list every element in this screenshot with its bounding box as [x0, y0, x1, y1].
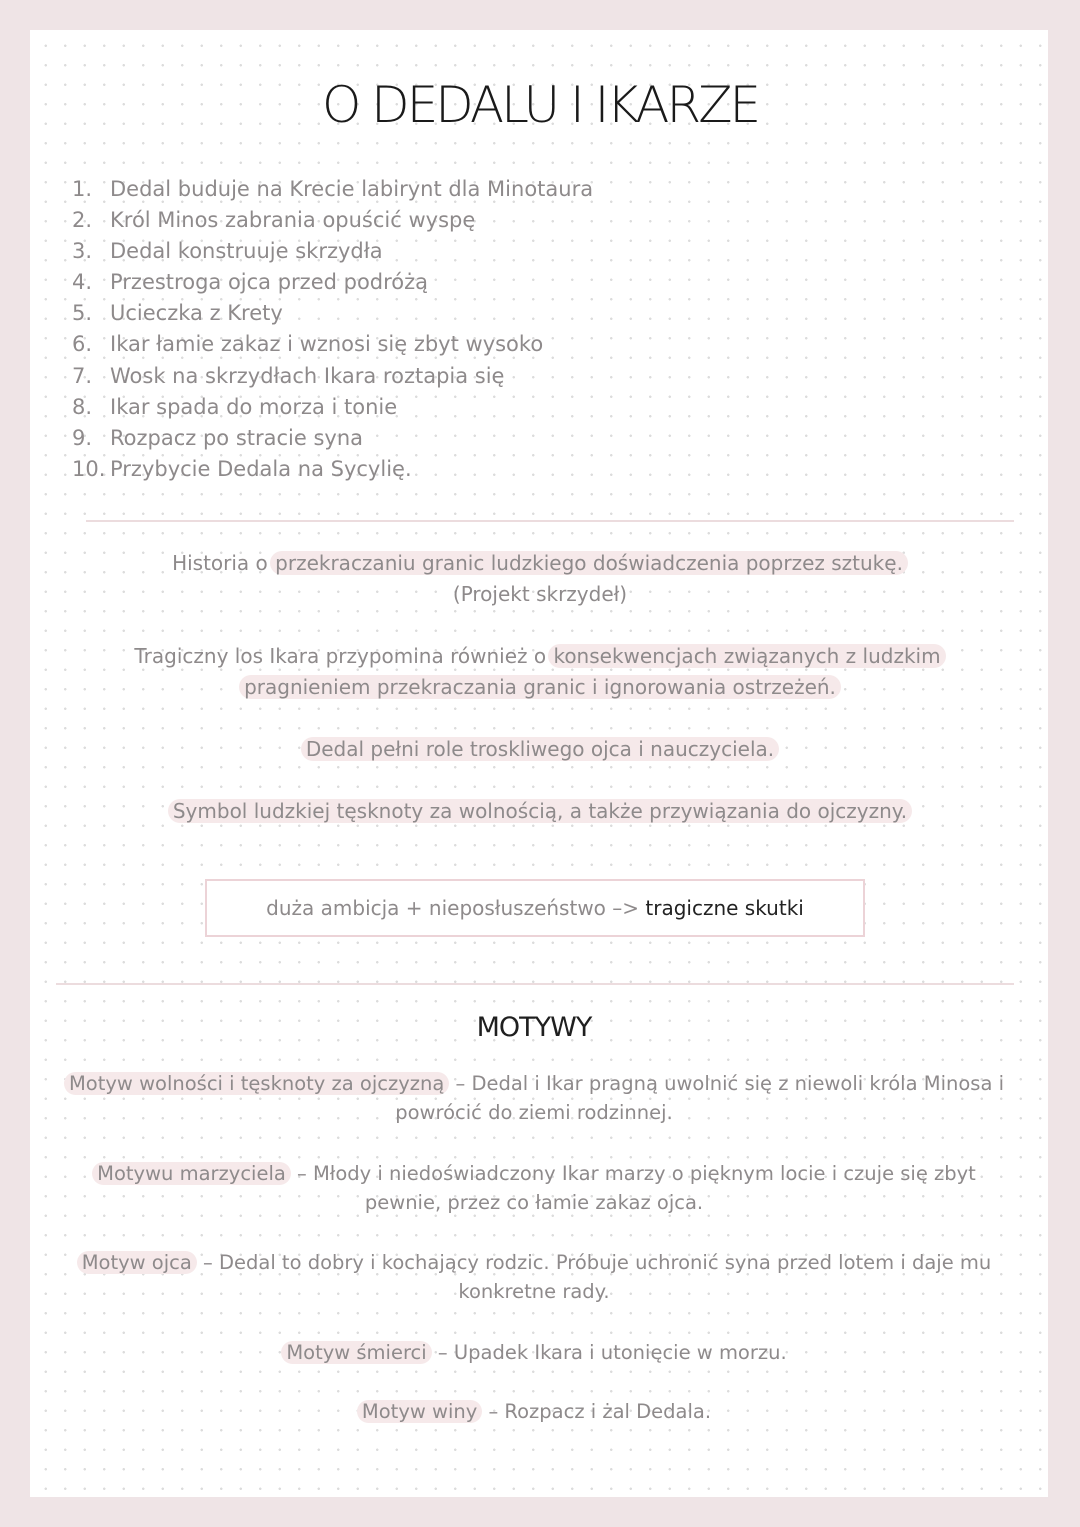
list-item	[72, 267, 593, 298]
section-divider	[86, 520, 1014, 522]
motif-name: Motyw śmierci	[281, 1341, 431, 1364]
note-subtext: (Projekt skrzydeł)	[452, 582, 628, 606]
motif-item	[60, 1338, 1008, 1367]
motif-item	[60, 1397, 1008, 1426]
note-text: Historia o	[172, 551, 268, 575]
list-text: Przestroga ojca przed podróżą	[110, 270, 429, 295]
list-number: 2.	[72, 208, 93, 233]
history-note	[60, 548, 1020, 610]
list-text: Król Minos zabrania opuścić wyspę	[110, 208, 476, 233]
summary-box	[205, 879, 865, 937]
motif-desc: – Rozpacz i żal Dedala.	[482, 1400, 712, 1423]
list-item	[72, 298, 593, 329]
symbol-note	[60, 796, 1020, 827]
list-item	[72, 361, 593, 392]
list-number: 9.	[72, 425, 93, 450]
motif-desc: – Upadek Ikara i utonięcie w morzu.	[431, 1341, 787, 1364]
motif-item	[60, 1248, 1008, 1306]
list-text: Przybycie Dedala na Sycylię.	[110, 456, 412, 481]
list-number: 4.	[72, 270, 93, 295]
list-text: Wosk na skrzydłach Ikara roztapia się	[110, 363, 505, 388]
page-title: O DEDALU I IKARZE	[321, 76, 759, 134]
motif-item	[60, 1159, 1008, 1217]
formula-text: duża ambicja + nieposłuszeństwo –>	[266, 896, 646, 920]
highlighted-text: pragnieniem przekraczania granic i ignorowania ostrzeżeń.	[239, 675, 841, 699]
motif-name: Motyw ojca	[77, 1251, 197, 1274]
formula-result: tragiczne skutki	[645, 896, 804, 920]
list-item	[72, 236, 593, 267]
motif-name: Motywu marzyciela	[92, 1162, 291, 1185]
section-heading: MOTYWY	[476, 1012, 592, 1043]
events-list	[72, 174, 593, 485]
section-divider	[56, 983, 1014, 985]
list-number: 7.	[72, 363, 93, 388]
list-number: 1.	[72, 177, 93, 201]
list-number: 3.	[72, 239, 93, 264]
highlighted-text: Symbol ludzkiej tęsknoty za wolnością, a także przywiązania do ojczyzny.	[168, 799, 912, 823]
dedal-role-note	[60, 734, 1020, 765]
highlighted-text: Dedal pełni role troskliwego ojca i nauczyciela.	[301, 737, 779, 761]
list-item	[72, 329, 593, 360]
motif-name: Motyw winy	[357, 1400, 482, 1423]
motif-desc: – Młody i niedoświadczony Ikar marzy o pięknym locie i czuje się zbyt pewnie, przez co łamie zakaz ojca.	[290, 1162, 976, 1214]
motif-desc: – Dedal to dobry i kochający rodzic. Próbuje uchronić syna przed lotem i daje mu konkretne rady.	[196, 1251, 992, 1303]
list-text: Ikar łamie zakaz i wznosi się zbyt wysoko	[110, 332, 544, 357]
motif-name: Motyw wolności i tęsknoty za ojczyzną	[64, 1072, 449, 1095]
list-number: 8.	[72, 394, 93, 419]
motif-item	[60, 1069, 1008, 1127]
list-number: 5.	[72, 301, 93, 326]
note-text: Tragiczny los Ikara przypomina również o	[134, 644, 547, 668]
list-item	[72, 423, 593, 454]
list-item	[72, 454, 593, 485]
motif-desc: – Dedal i Ikar pragną uwolnić się z niewoli króla Minosa i powrócić do ziemi rodzinnej.	[395, 1072, 1005, 1124]
highlighted-text: przekraczaniu granic ludzkiego doświadczenia poprzez sztukę.	[270, 551, 908, 575]
list-text: Ikar spada do morza i tonie	[110, 394, 398, 419]
tragic-note	[60, 641, 1020, 703]
list-number: 10.	[72, 456, 106, 481]
list-text: Ucieczka z Krety	[110, 301, 283, 326]
list-item	[72, 205, 593, 236]
list-number: 6.	[72, 332, 93, 357]
list-text: Dedal buduje na Krecie labirynt dla Minotaura	[110, 177, 594, 201]
highlighted-text: konsekwencjach związanych z ludzkim	[548, 644, 945, 668]
list-item	[72, 392, 593, 423]
list-text: Rozpacz po stracie syna	[110, 425, 364, 450]
list-item	[72, 174, 593, 205]
list-text: Dedal konstruuje skrzydła	[110, 239, 383, 264]
